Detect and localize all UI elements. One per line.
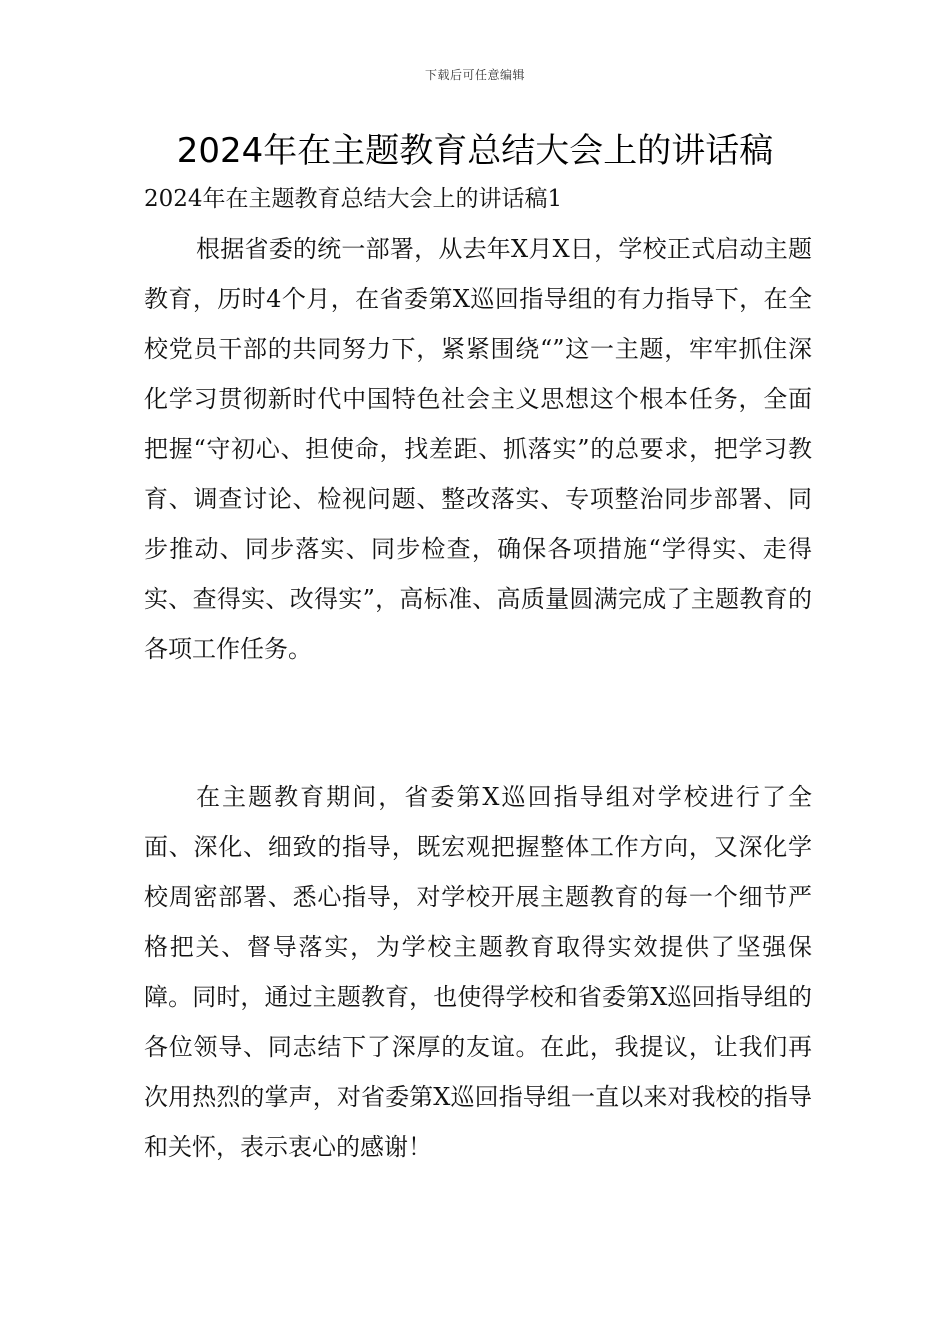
document-title: 2024年在主题教育总结大会上的讲话稿 [176,131,774,171]
header-note: 下载后可任意编辑 [424,68,525,82]
body-paragraph-1: 根据省委的统一部署，从去年X月X日，学校正式启动主题教育，历时4个月，在省委第X巡回指导组的有力指导下，在全校党员干部的共同努力下，紧紧围绕“”这一主题，牢牢抓住深化学习贯彻新时代中国特色社会主义思想这个根本任务，全面把握“守初心、担使命，找差距、抓落实”的总要求，把学习教育、调查讨论、检视问题、整改落实、专项整治同步部署、同步推动、同步落实、同步检查，确保各项措施“学得实、走得实、查得实、改得实”，高标准、高质量圆满完成了主题教育的各项工作任务。 [144,235,812,663]
document-subtitle: 2024年在主题教育总结大会上的讲话稿1 [144,186,563,212]
body-paragraph-2: 在主题教育期间，省委第X巡回指导组对学校进行了全面、深化、细致的指导，既宏观把握整体工作方向，又深化学校周密部署、悉心指导，对学校开展主题教育的每一个细节严格把关、督导落实，为学校主题教育取得实效提供了坚强保障。同时，通过主题教育，也使得学校和省委第X巡回指导组的各位领导、同志结下了深厚的友谊。在此，我提议，让我们再次用热烈的掌声，对省委第X巡回指导组一直以来对我校的指导和关怀，表示衷心的感谢！ [144,783,812,1161]
